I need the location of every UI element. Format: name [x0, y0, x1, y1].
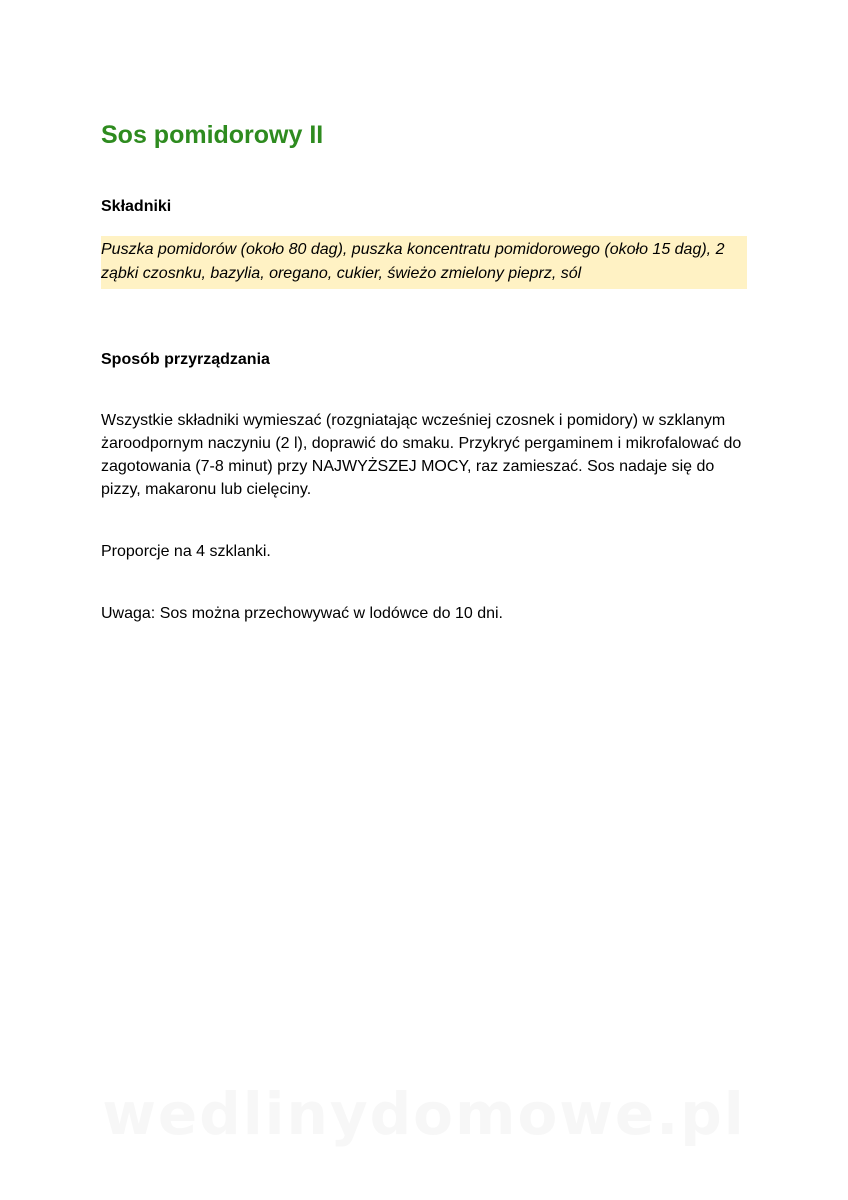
method-heading: Sposób przyrządzania	[101, 351, 270, 368]
method-text: Wszystkie składniki wymieszać (rozgniatając wcześniej czosnek i pomidory) w szklanym żaroodpornym naczyniu (2 l), doprawić do smaku. Przykryć pergaminem i mikrofalować do zagotowania (7-8 minut) przy NAJWYŻSZEJ MOCY, raz zamieszać. Sos nadaje się do pizzy, makaronu lub cielęciny.	[101, 412, 742, 498]
page-title: Sos pomidorowy II	[101, 121, 324, 149]
proportions-text: Proporcje na 4 szklanki.	[101, 543, 271, 560]
ingredients-heading: Składniki	[101, 198, 172, 215]
storage-note: Uwaga: Sos można przechowywać w lodówce do 10 dni.	[101, 605, 503, 622]
ingredients-text: Puszka pomidorów (około 80 dag), puszka koncentratu pomidorowego (około 15 dag), 2 ząbki czosnku, bazylia, oregano, cukier, świeżo zmielony pieprz, sól	[101, 236, 747, 289]
site-watermark: wedlinydomowe.pl	[102, 1080, 746, 1148]
